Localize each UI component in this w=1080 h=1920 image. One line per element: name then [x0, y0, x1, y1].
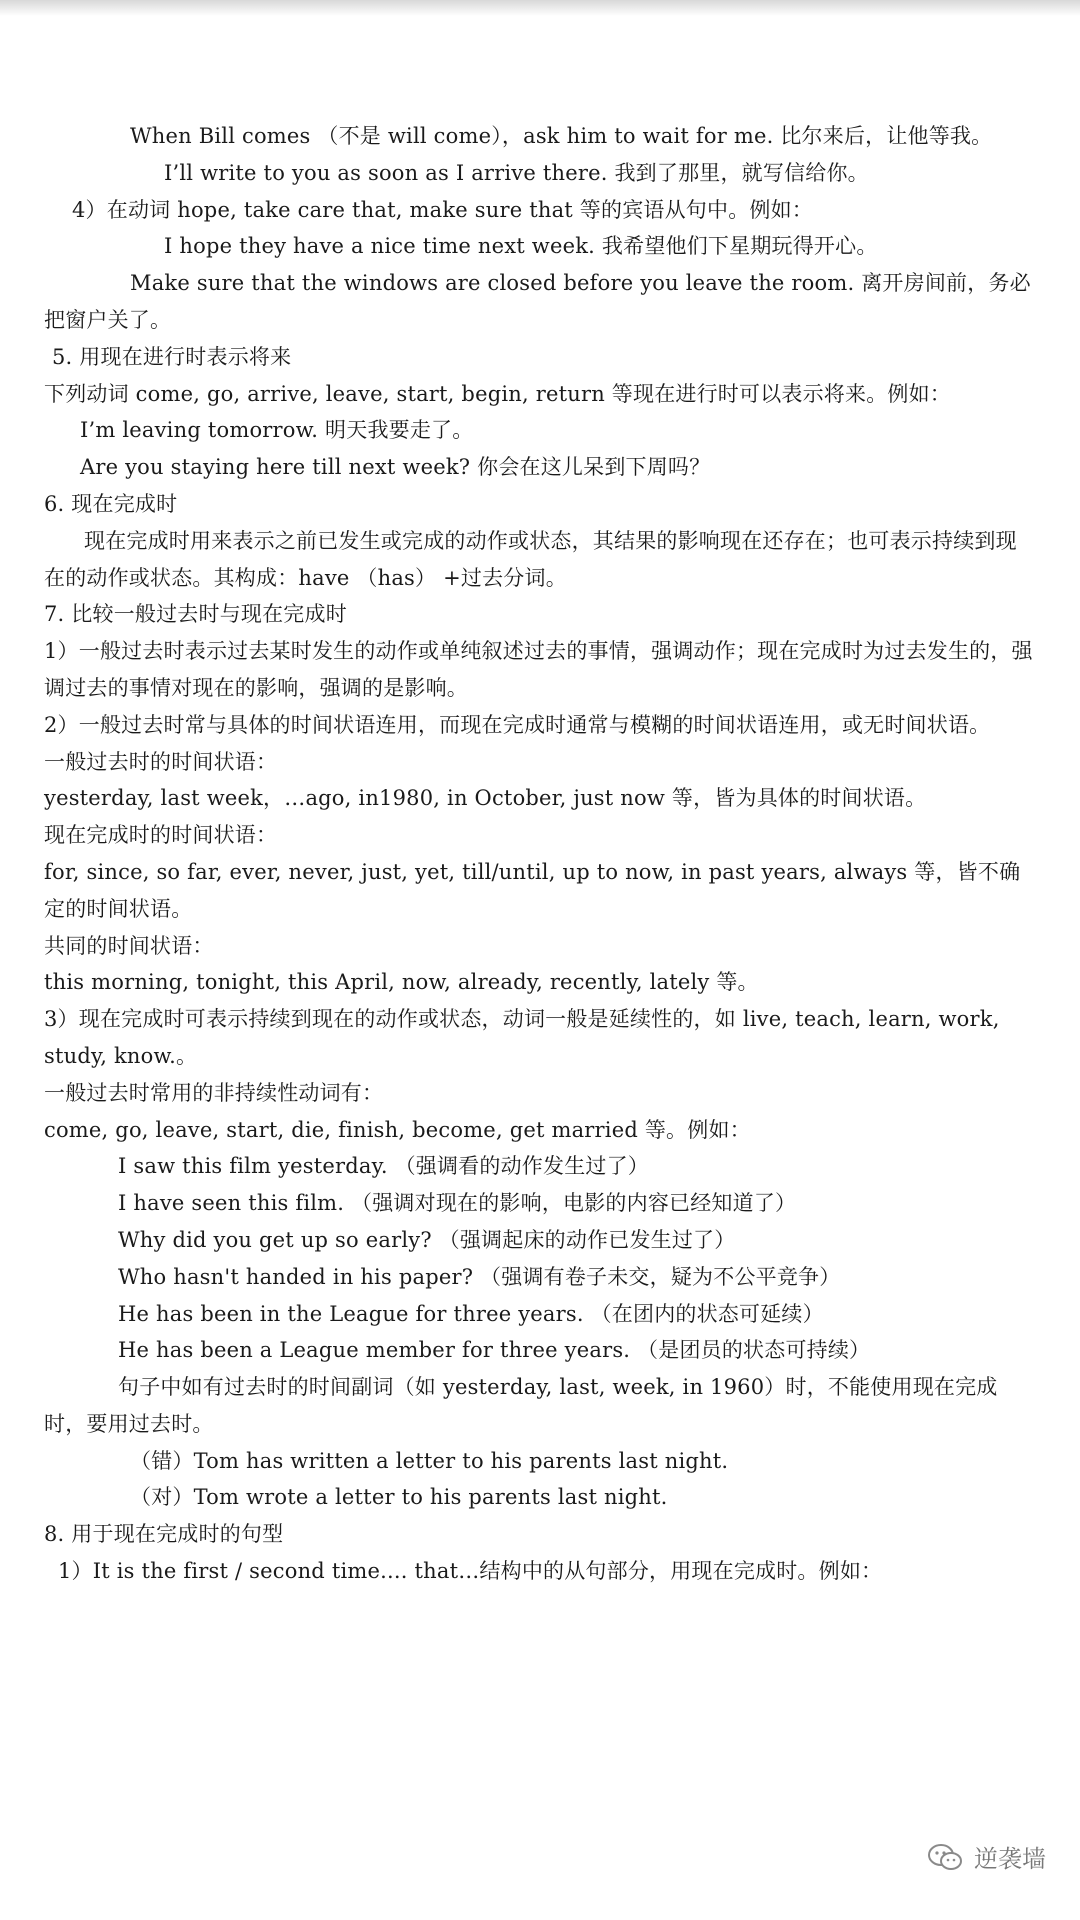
- watermark-text: 逆袭墙: [974, 1845, 1046, 1873]
- example-sentence: Who hasn't handed in his paper? （强调有卷子未交，疑为不公平竞争）: [118, 1264, 841, 1289]
- paragraph: this morning, tonight, this April, now, already, recently, lately 等。: [44, 970, 759, 995]
- example-sentence: I’m leaving tomorrow. 明天我要走了。: [80, 418, 474, 443]
- paragraph: yesterday, last week，…ago, in1980, in October, just now 等，皆为具体的时间状语。: [44, 786, 927, 811]
- example-sentence: （对）Tom wrote a letter to his parents last night.: [130, 1485, 668, 1510]
- paragraph: When Bill comes （不是 will come），ask him to wait for me. 比尔来后，让他等我。: [130, 124, 993, 148]
- paragraph: Make sure that the windows are closed before you leave the room. 离开房间前，务必把窗户关了。: [44, 271, 1031, 332]
- paragraph: 3）现在完成时可表示持续到现在的动作或状态，动词一般是延续性的，如 live, teach, learn, work, study, know.。: [44, 1007, 1000, 1068]
- paragraph: 现在完成时的时间状语：: [44, 823, 278, 848]
- paragraph: I’ll write to you as soon as I arrive there. 我到了那里，就写信给你。: [164, 160, 869, 185]
- paragraph: 共同的时间状语：: [44, 933, 214, 958]
- example-sentence: Are you staying here till next week? 你会在这儿呆到下周吗？: [80, 455, 711, 480]
- section-heading: 8. 用于现在完成时的句型: [44, 1522, 284, 1547]
- paragraph: 1）一般过去时表示过去某时发生的动作或单纯叙述过去的事情，强调动作；现在完成时为过去发生的，强调过去的事情对现在的影响，强调的是影响。: [44, 639, 1033, 700]
- section-heading: 7. 比较一般过去时与现在完成时: [44, 602, 347, 627]
- section-heading: 5. 用现在进行时表示将来: [52, 344, 292, 369]
- paragraph: 下列动词 come, go, arrive, leave, start, begin, return 等现在进行时可以表示将来。例如：: [44, 381, 952, 406]
- paragraph: for, since, so far, ever, never, just, yet, till/until, up to now, in past years, always 等，皆不确定的时间状语。: [44, 859, 1021, 921]
- example-sentence: He has been a League member for three years. （是团员的状态可持续）: [118, 1338, 871, 1363]
- example-sentence: He has been in the League for three years. （在团内的状态可延续）: [118, 1301, 824, 1326]
- top-shadow: [0, 0, 1080, 16]
- paragraph: 一般过去时的时间状语：: [44, 749, 278, 774]
- section-heading: 6. 现在完成时: [44, 491, 178, 516]
- paragraph: I hope they have a nice time next week. 我希望他们下星期玩得开心。: [164, 234, 878, 259]
- paragraph: 2）一般过去时常与具体的时间状语连用，而现在完成时通常与模糊的时间状语连用，或无时间状语。: [44, 712, 991, 737]
- paragraph: 4）在动词 hope, take care that, make sure that 等的宾语从句中。例如：: [72, 197, 814, 222]
- paragraph: 句子中如有过去时的时间副词（如 yesterday, last, week, in 1960）时，不能使用现在完成时，要用过去时。: [44, 1375, 998, 1436]
- example-sentence: I saw this film yesterday. （强调看的动作发生过了）: [118, 1154, 650, 1179]
- paragraph: 1）It is the first / second time.... that…结构中的从句部分，用现在完成时。例如：: [58, 1559, 883, 1584]
- example-sentence: I have seen this film. （强调对现在的影响，电影的内容已经知道了）: [118, 1191, 797, 1216]
- example-sentence: （错）Tom has written a letter to his parents last night.: [130, 1448, 729, 1473]
- paragraph: come, go, leave, start, die, finish, become, get married 等。例如：: [44, 1117, 751, 1142]
- document-body: [44, 118, 1036, 1590]
- example-sentence: Why did you get up so early? （强调起床的动作已发生过了）: [118, 1227, 736, 1252]
- wechat-official-account-icon: [926, 1842, 964, 1872]
- paragraph: 一般过去时常用的非持续性动词有：: [44, 1080, 384, 1105]
- paragraph: 现在完成时用来表示之前已发生或完成的动作或状态，其结果的影响现在还存在；也可表示持续到现在的动作或状态。其构成：have （has） +过去分词。: [44, 528, 1017, 590]
- watermark: [926, 1839, 1046, 1874]
